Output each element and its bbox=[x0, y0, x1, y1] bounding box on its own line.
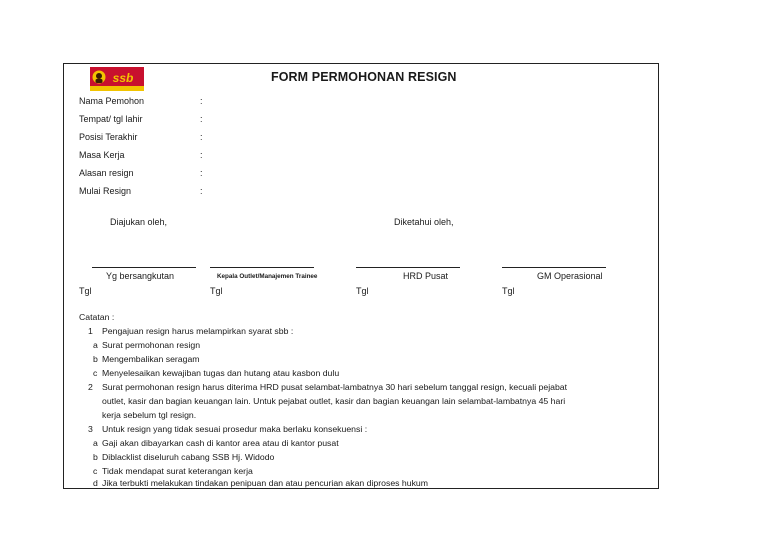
note-number: 2 bbox=[88, 382, 93, 392]
note-text: Mengembalikan seragam bbox=[102, 354, 200, 364]
ssb-logo bbox=[90, 67, 144, 91]
note-text: Diblacklist diseluruh cabang SSB Hj. Widodo bbox=[102, 452, 275, 462]
note-text: Gaji akan dibayarkan cash di kantor area atau di kantor pusat bbox=[102, 438, 339, 448]
field-label-name: Nama Pemohon bbox=[79, 96, 145, 106]
note-text: outlet, kasir dan bagian keuangan lain. Untuk pejabat outlet, kasir dan bagian keuangan lain selambat-lambatnya 45 hari bbox=[102, 396, 566, 406]
note-text: Menyelesaikan kewajiban tugas dan hutang atau kasbon dulu bbox=[102, 368, 340, 378]
field-colon: : bbox=[200, 132, 203, 142]
signature-role: HRD Pusat bbox=[403, 271, 449, 281]
note-text: Untuk resign yang tidak sesuai prosedur maka berlaku konsekuensi : bbox=[102, 424, 368, 434]
note-text: Jika terbukti melakukan tindakan penipuan dan atau pencurian akan diproses hukum bbox=[102, 478, 428, 488]
signature-date-label: Tgl bbox=[210, 286, 223, 296]
note-mark: a bbox=[93, 438, 98, 448]
field-label-start: Mulai Resign bbox=[79, 186, 132, 196]
field-colon: : bbox=[200, 114, 203, 124]
field-label-tenure: Masa Kerja bbox=[79, 150, 125, 160]
note-text: Surat permohonan resign bbox=[102, 340, 201, 350]
note-mark: c bbox=[93, 368, 98, 378]
svg-text:ssb: ssb bbox=[112, 71, 134, 85]
signature-date-label: Tgl bbox=[502, 286, 515, 296]
resign-form bbox=[63, 63, 659, 489]
field-label-birth: Tempat/ tgl lahir bbox=[79, 114, 143, 124]
signature-line bbox=[356, 267, 460, 268]
note-number: 1 bbox=[88, 326, 93, 336]
note-text: Pengajuan resign harus melampirkan syarat sbb : bbox=[102, 326, 294, 336]
note-number: 3 bbox=[88, 424, 93, 434]
form-title: FORM PERMOHONAN RESIGN bbox=[271, 70, 457, 84]
note-mark: a bbox=[93, 340, 98, 350]
field-colon: : bbox=[200, 186, 203, 196]
note-mark: c bbox=[93, 466, 98, 476]
note-mark: b bbox=[93, 354, 98, 364]
signature-date-label: Tgl bbox=[356, 286, 369, 296]
submitted-by-label: Diajukan oleh, bbox=[110, 217, 168, 227]
field-colon: : bbox=[200, 96, 203, 106]
field-label-position: Posisi Terakhir bbox=[79, 132, 138, 142]
notes-heading: Catatan : bbox=[79, 312, 115, 322]
signature-role: GM Operasional bbox=[537, 271, 603, 281]
acknowledged-by-label: Diketahui oleh, bbox=[394, 217, 454, 227]
signature-date-label: Tgl bbox=[79, 286, 92, 296]
note-mark: d bbox=[93, 478, 98, 488]
signature-line bbox=[210, 267, 314, 268]
note-text: Surat permohonan resign harus diterima HRD pusat selambat-lambatnya 30 hari sebelum tanggal resign, kecuali pejabat bbox=[102, 382, 568, 392]
field-colon: : bbox=[200, 168, 203, 178]
note-mark: b bbox=[93, 452, 98, 462]
signature-role: Kepala Outlet/Manajemen Trainee bbox=[217, 273, 318, 280]
signature-line bbox=[92, 267, 196, 268]
field-colon: : bbox=[200, 150, 203, 160]
signature-role: Yg bersangkutan bbox=[106, 271, 175, 281]
signature-line bbox=[502, 267, 606, 268]
ssb-logo-image bbox=[90, 67, 144, 91]
note-text: kerja sebelum tgl resign. bbox=[102, 410, 197, 420]
note-text: Tidak mendapat surat keterangan kerja bbox=[102, 466, 253, 476]
field-label-reason: Alasan resign bbox=[79, 168, 134, 178]
